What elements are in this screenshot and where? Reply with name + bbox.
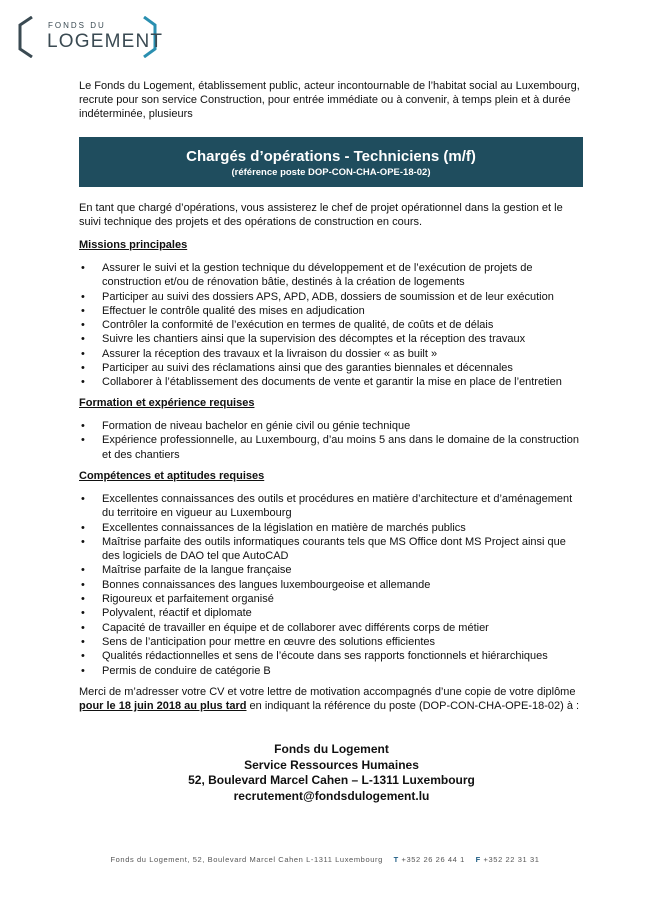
list-item: • Maîtrise parfaite de la langue française xyxy=(79,563,584,577)
job-title-banner xyxy=(79,137,583,187)
list-item: • Effectuer le contrôle qualité des mises en adjudication xyxy=(79,304,584,318)
list-item: • Assurer la réception des travaux et la livraison du dossier « as built » xyxy=(79,347,584,361)
list-item: • Participer au suivi des dossiers APS, APD, ADB, dossiers de soumission et de leur exécution xyxy=(79,290,584,304)
deadline: pour le 18 juin 2018 au plus tard xyxy=(79,700,247,712)
list-item: • Formation de niveau bachelor en génie civil ou génie technique xyxy=(79,419,584,433)
list-item: • Suivre les chantiers ainsi que la supervision des décomptes et la réception des travaux xyxy=(79,332,584,346)
list-item: • Polyvalent, réactif et diplomate xyxy=(79,606,584,620)
list-item: • Sens de l’anticipation pour mettre en œuvre des solutions efficientes xyxy=(79,635,584,649)
lead-paragraph: En tant que chargé d’opérations, vous assisterez le chef de projet opérationnel dans la gestion et le suivi technique des projets et des opérations de construction en cours. xyxy=(79,202,563,228)
contact-address xyxy=(79,742,584,804)
address-email[interactable]: recrutement@fondsdulogement.lu xyxy=(233,788,430,803)
competences-list xyxy=(79,492,584,678)
formation-heading: Formation et expérience requises xyxy=(79,397,255,409)
list-item: • Permis de conduire de catégorie B xyxy=(79,664,584,678)
list-item: • Rigoureux et parfaitement organisé xyxy=(79,592,584,606)
list-item: • Participer au suivi des réclamations ainsi que des garanties biennales et décennales xyxy=(79,361,584,375)
list-item: • Contrôler la conformité de l’exécution en termes de qualité, de coûts et de délais xyxy=(79,318,584,332)
list-item: • Assurer le suivi et la gestion technique du développement et de l’exécution de projets de construction et/ou de rénovation bâtie, destinés à la création de logements xyxy=(79,261,584,290)
list-item: • Bonnes connaissances des langues luxembourgeoise et allemande xyxy=(79,578,584,592)
address-street: 52, Boulevard Marcel Cahen – L-1311 Luxembourg xyxy=(188,773,475,787)
address-name: Fonds du Logement xyxy=(274,742,389,756)
address-service: Service Ressources Humaines xyxy=(244,757,419,772)
logo-line1: FONDS DU xyxy=(48,21,106,30)
list-item: • Expérience professionnelle, au Luxembourg, d’au moins 5 ans dans le domaine de la construction et des chantiers xyxy=(79,433,584,462)
closing-text-2: en indiquant la référence du poste (DOP-CON-CHA-OPE-18-02) à : xyxy=(246,700,580,712)
intro-paragraph: Le Fonds du Logement, établissement public, acteur incontournable de l’habitat social au Luxembourg, recrute pour son service Construction, pour entrée immédiate ou à convenir, à temps plein et à durée indéterminée, plusieurs xyxy=(79,80,580,120)
list-item: • Qualités rédactionnelles et sens de l’écoute dans ses rapports fonctionnels et hiérarchiques xyxy=(79,649,584,663)
closing-text-1: Merci de m’adresser votre CV et votre lettre de motivation accompagnés d’une copie de votre diplôme xyxy=(79,686,576,698)
footer-address: Fonds du Logement, 52, Boulevard Marcel Cahen L-1311 Luxembourg xyxy=(110,855,383,864)
footer-tel-label: T xyxy=(393,855,399,864)
list-item: • Excellentes connaissances des outils et procédures en matière d’architecture et d’aménagement du territoire en vigueur au Luxembourg xyxy=(79,492,584,521)
list-item: • Capacité de travailler en équipe et de collaborer avec différents corps de métier xyxy=(79,621,584,635)
footer xyxy=(0,855,650,864)
list-item: • Maîtrise parfaite des outils informatiques courants tels que MS Office dont MS Project ainsi que des logiciels de DAO tel que AutoCAD xyxy=(79,535,584,564)
fonds-du-logement-logo xyxy=(18,16,164,58)
formation-list xyxy=(79,419,584,462)
closing-paragraph xyxy=(79,685,584,713)
missions-heading: Missions principales xyxy=(79,239,188,251)
footer-tel: +352 26 26 44 1 xyxy=(401,855,465,864)
footer-fax-label: F xyxy=(475,855,481,864)
list-item: • Collaborer à l’établissement des documents de vente et garantir la mise en place de l’entretien xyxy=(79,375,584,389)
logo-line2: LOGEMENT xyxy=(47,31,164,52)
competences-heading: Compétences et aptitudes requises xyxy=(79,470,265,482)
list-item: • Excellentes connaissances de la législation en matière de marchés publics xyxy=(79,521,584,535)
job-reference: (référence poste DOP-CON-CHA-OPE-18-02) xyxy=(231,167,431,178)
job-title: Chargés d’opérations - Techniciens (m/f) xyxy=(186,148,476,165)
footer-fax: +352 22 31 31 xyxy=(483,855,540,864)
missions-list xyxy=(79,261,584,390)
